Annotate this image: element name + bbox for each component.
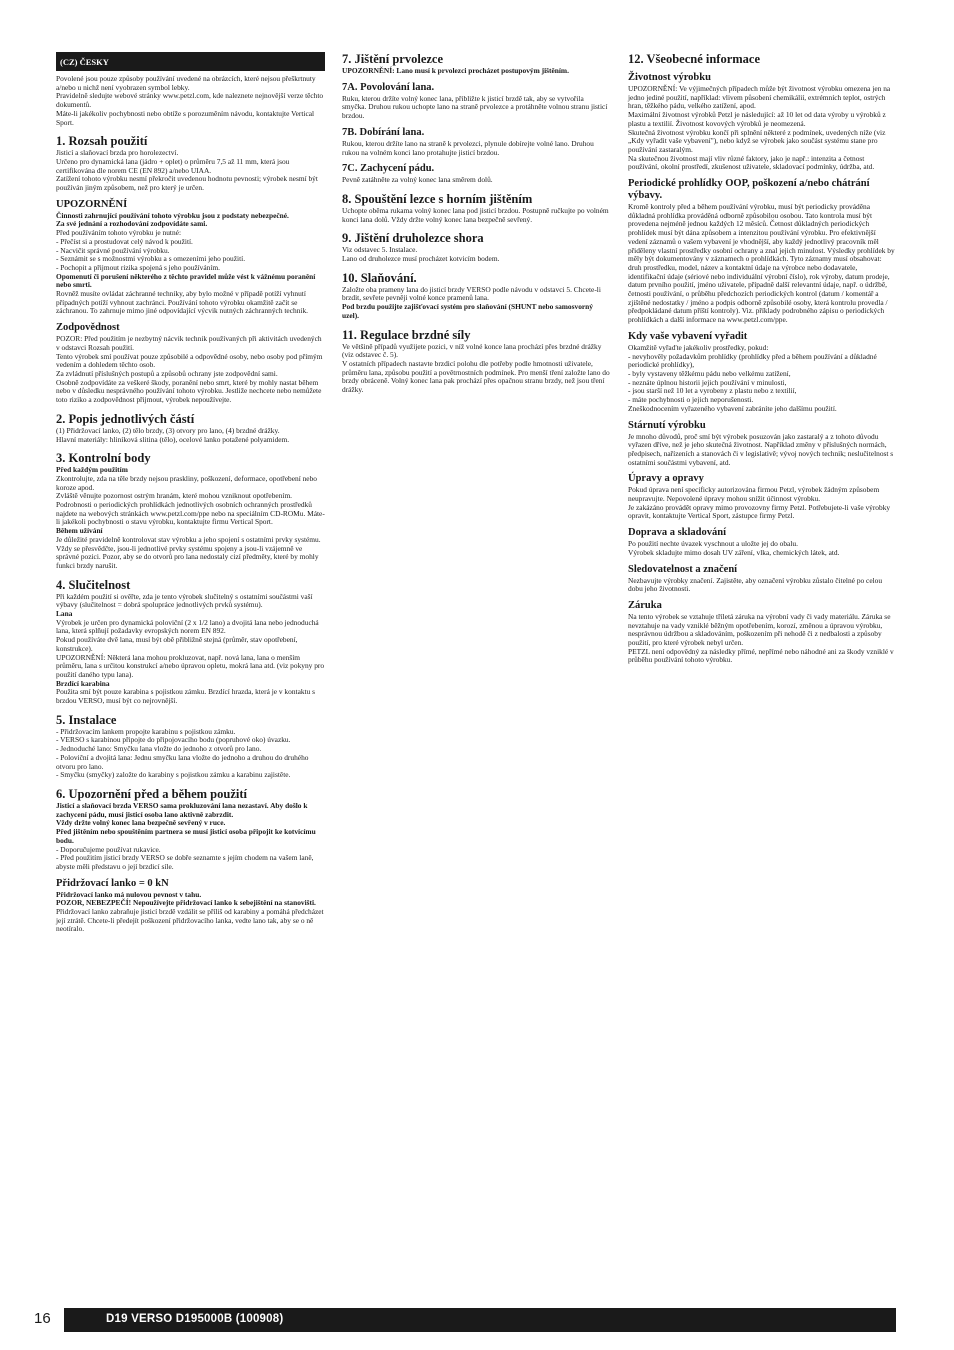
section-6-subtitle: Přidržovací lanko = 0 kN (56, 877, 169, 889)
section-7b-text: Rukou, kterou držíte lano na straně k prvolezci, plynule dobírejte volné lano. Druhou rukou na volném konci lano protahujte jisticí brzdou. (342, 138, 594, 157)
section-2-text: (1) Přidržovací lanko, (2) tělo brzdy, (3) otvory pro lano, (4) brzdné drážky. Hlavní materiály: hliníková slitina (tělo), ocelové lanko potažené polyamidem. (56, 425, 290, 444)
document-reference: D19 VERSO D195000B (100908) (106, 1313, 284, 1325)
warranty-text: Na tento výrobek se vztahuje tříletá záruka na výrobní vady či vady materiálu. Záruka se nevztahuje na vady vzniklé běžným opotřebením, korozí, změnou a úpravou výrobku, nesprávnou údržbou a skladováním, poškozením při nehodě či z nedbalosti a způsoby použití, pro které výrobek nebyl určen. PETZL není odpovědný za následky přímé, nepřímé nebo náhodné ani za škody vzniklé v průběhu používání tohoto výrobku. (628, 611, 894, 665)
section-7c-text: Pevně zatáhněte za volný konec lana směrem dolů. (342, 175, 493, 185)
section-3-text-2: Je důležité pravidelně kontrolovat stav výrobku a jeho spojení s ostatními prvky systému. Vždy se přesvědčte, jsou-li jednotlivé prvky systému spojeny a jsou-li vzájemně ve správné pozici. Pozor, aby se do otvorů pro lana nedostaly cizí předměty, které by mohly funkci brzdy narušit. (56, 534, 321, 570)
section-6-bold-1: Jisticí a slaňovací brzda VERSO sama prokluzování lana nezastaví. Aby došlo k zachycení pádu, musí jisticí osoba lano aktivně zabrzdit. Vždy držte volný konec lana bezpečně sevřený v ruce. Před jištěním nebo spouštěním partnera se musí jisticí osoba připojit ke kotvícímu bodu. (56, 801, 316, 845)
warning-bold-2: Opomenutí či porušení některého z těchto pravidel může vést k vážnému poranění nebo smrti. (56, 271, 316, 290)
section-11-title: 11. Regulace brzdné síly (342, 327, 471, 342)
responsibility-text: POZOR: Před použitím je nezbytný nácvik technik používaných při aktivitách uvedených v odstavci Rozsah použití. Tento výrobek smí používat pouze způsobilé a odpovědné osoby, nebo osoby pod přímým vedením a dohledem těchto osob. Za zvládnutí příslušných postupů a způsobů ochrany jste zodpovědní sami. Osobně zodpovídáte za veškeré škody, poranění nebo smrt, které by mohly nastat během nebo v důsledku nesprávného používání tohoto výrobku. Jestliže nechcete nebo nemůžete toto riziko a zodpovědnost přijmout, výrobek nepoužívejte. (56, 334, 323, 405)
storage-text: Po použití nechte úvazek vyschnout a uložte jej do obalu. Výrobek skladujte mimo dosah UV záření, vlka, chemických látek, atd. (628, 539, 840, 557)
warning-text-2: Rovněž musíte ovládat záchranné techniky, aby bylo možné v případě potíží vyhnutí případných potíží vyhnout zachránci. Používání tohoto výrobku okamžitě začít se záchranou. To zahrnuje mimo jiné odpovídající výcvik nutných záchranných technik. (56, 289, 308, 316)
section-3-sub-2: Během užívání (56, 526, 103, 536)
section-7-title: 7. Jištění prvolezce (342, 52, 444, 66)
inspection-title: Periodické prohlídky OOP, poškození a/nebo chátrání výbavy. (628, 178, 870, 202)
section-1-text: Jisticí a slaňovací brzda pro horolezectví. Určeno pro dynamická lana (jádro + oplet) o průměru 7,5 až 11 mm, která jsou certifikována dle norem CE (EN 892) a/nebo UIAA. Zatížení tohoto výrobku nesmí překročit uvedenou hodnotu pevnosti; výrobek nesmí být používán jiným způsobem, než pro který je určen. (56, 148, 318, 193)
section-5-title: 5. Instalace (56, 712, 117, 727)
retire-text: Okamžitě vyřaďte jakékoliv prostředky, pokud: - nevyhověly požadavkům prohlídky (prohlídky před a během používání a důkladné periodické prohlídky), - byly vystaveny těžkému pádu nebo velkému zatížení, - neznáte úplnou historii jejich používání v minulosti, - jsou starší než 10 let a vyrobeny z plastu nebo z textilií, - máte pochybnosti o jejich neporušenosti. Zneškodnocením vyřazeného vybavení zabráníte jeho dalšímu použití. (628, 342, 877, 413)
section-2-title: 2. Popis jednotlivých částí (56, 411, 195, 426)
responsibility-title: Zodpovědnost (56, 322, 120, 334)
column-1 (56, 52, 325, 934)
intro-text: Povolené jsou pouze způsoby používání uvedené na obrázcích, které nejsou přeškrtnuty a/nebo u nichž není vyobrazen symbol lebky. Pravidelně sledujte webové stránky www.petzl.com, kde naleznete nejnovější verze těchto dokumentů. Máte-li jakékoliv pochybnosti nebo obtíže s porozuměním návodu, kontaktujte Vertical Sport. (56, 74, 324, 127)
section-8-title: 8. Spouštění lezce s horním jištěním (342, 191, 533, 206)
obsolescence-title: Stárnutí výrobku (628, 419, 706, 431)
section-4-text-2: Výrobek je určen pro dynamická poloviční (2 x 1/2 lano) a dvojitá lana nebo jednoduchá lana, která splňují požadavky evropských norem EN 892. Pokud používáte dvě lana, musí být obě přibližně stejná (průměr, stav opotřebení, konstrukce). UPOZORNĚNÍ: Některá lana mohou prokluzovat, např. nová lana, lana o menším průměru, lana s určitou konstrukcí a/nebo úpravou opletu, mokrá lana atd. (viz pokyny pro použití daného typu lana). (56, 617, 325, 679)
column-2 (342, 52, 610, 395)
section-8-text: Uchopte oběma rukama volný konec lana pod jisticí brzdou. Postupně ručkujte po volném konci lana dolů. Vždy držte volný konec lana bezpečně sevřený. (342, 205, 609, 224)
warning-text-1: Před používáním tohoto výrobku je nutné: - Přečíst si a prostudovat celý návod k použití. - Nacvičit správné používání výrobku. - Seznámit se s možnostmi výrobku a s omezeními jeho použití. - Pochopit a přijmout rizika spojená s jeho používáním. (56, 228, 246, 272)
section-9-title: 9. Jištění druholezce shora (342, 231, 484, 246)
page-footer (34, 1308, 896, 1332)
section-7a-text: Ruku, kterou držíte volný konec lana, přibližte k jisticí brzdě tak, aby se vytvořila smyčka. Druhou rukou uchopte lano na straně prvolezce a protáhněte volnou stranu jisticí brzdou. (342, 93, 608, 121)
warranty-title: Záruka (628, 599, 662, 611)
marking-text: Nezbavujte výrobky značení. Zajistěte, aby označení výrobku zůstalo čitelné po celou dobu jeho životnosti. (628, 575, 883, 594)
section-4-title: 4. Slučitelnost (56, 577, 131, 592)
obsolescence-text: Je mnoho důvodů, proč smí být výrobek posuzován jako zastaralý a z tohoto důvodu vyřazen dříve, než je jeho skutečná životnost. Například změny v příslušných normách, předpisech, nařízeních a stanovách či v legislativě; vývoj nových technik; neslučitelnost s ostatními součástmi vybavení, atd. (628, 431, 894, 467)
section-6-title: 6. Upozornění před a během použití (56, 787, 247, 801)
section-9-text: Viz odstavec 5. Instalace. Lano od druholezce musí procházet kotvicím bodem. (342, 245, 500, 264)
language-header: (CZ) ČESKY (56, 52, 325, 71)
section-6-text-1: - Doporučujeme používat rukavice. - Před použitím jisticí brzdy VERSO se dobře seznamte s jejím chodem na vašem laně, abyste měli představu o její brzdicí síle. (56, 844, 314, 871)
section-4-sub-1: Lana (56, 609, 73, 619)
section-3-sub-1: Před každým použitím (56, 465, 128, 475)
lifetime-title: Životnost výrobku (628, 72, 711, 83)
section-10-bold: Pod brzdu použijte zajišťovací systém pro slaňování (SHUNT nebo samosvorný uzel). (342, 302, 593, 320)
section-3-title: 3. Kontrolní body (56, 451, 151, 466)
section-7a-title: 7A. Povolování lana. (342, 81, 435, 93)
column-3 (628, 52, 896, 665)
storage-title: Doprava a skladování (628, 527, 727, 539)
section-7-bold: UPOZORNĚNÍ: Lano musí k prvolezci procházet postupovým jištěním. (342, 66, 569, 75)
warning-title: UPOZORNĚNÍ (56, 198, 128, 210)
section-3-text-1: Zkontrolujte, zda na těle brzdy nejsou praskliny, poškození, deformace, opotřebení nebo koroze apod. Zvláště věnujte pozornost ostrým hranám, které mohou vzniknout opotřebením. Podrobnosti o periodických prohlídkách jednotlivých osobních ochranných prostředků najdete na webových stránkách www.petzl.com/ppe nebo na speciálním CD-ROMu. Máte-li jakékoli pochybnosti o stavu výrobku, kontaktujte firmu Vertical Sport. (56, 473, 325, 527)
section-12-title: 12. Všeobecné informace (628, 52, 761, 66)
warning-bold-1: Činnosti zahrnující používání tohoto výrobku jsou z podstaty nebezpečné. Za své jednání a rozhodování zodpovídáte sami. (56, 210, 289, 229)
retire-title: Kdy vaše vybavení vyřadit (628, 330, 748, 342)
inspection-text: Kromě kontroly před a během používání výrobku, musí být periodicky prováděna důkladná prohlídka prováděná odborně způsobilou osobou. Tato kontrola musí být provedena nejméně jednou každých 12 měsíců. Četnost důkladných periodických prohlídek musí být dána způsobem a intenzitou používání výrobku. Pro efektivnější vedení záznamů o vašem vybavení je vhodnější, aby každý jednotlivý pracovník měl přiděleny vlastní prostředky osobní ochrany a znal jejich minulost. Výsledky prohlídek by měly být dokumentovány v záznamech o prohlídkách. Tyto záznamy musí obsahovat: druh prostředku, model, název a kontaktní údaje na výrobce nebo dodavatele, identifikační údaje (sériové nebo individuální výrobní číslo), rok výroby, datum prodeje, datum prvního použití, jméno uživatele, případně další relevantní údaje, např. o údržbě, četnosti používání, o průběhu předchozích periodických kontrol (datum / komentář a zjištěné nedostatky / jméno a podpis odborně způsobilé osoby, která kontrolu provedla / předpokládané datum příští kontroly). Viz. příklady podrobného zápisu o periodických prohlídkách a další informace na www.petzl.com/ppe. (628, 202, 895, 325)
section-4-sub-2: Brzdící karabina (56, 678, 110, 688)
section-7b-title: 7B. Dobírání lana. (342, 126, 425, 138)
page-number: 16 (34, 1310, 51, 1327)
modifications-text: Pokud úprava není specificky autorizována firmou Petzl, výrobek žádným způsobem neupravujte. Nepovolené úpravy mohou snížit účinnost výrobku. Je zakázáno provádět opravy mimo provozovny firmy Petzl. Potřebujete-li vaše výrobky opravit, kontaktujte Vertical Sport, zástupce firmy Petzl. (628, 485, 891, 521)
footer-bar (64, 1308, 896, 1332)
section-6-bold-2: Přidržovací lanko má nulovou pevnost v tahu. POZOR, NEBEZPEČÍ! Nepoužívejte přidržovací lanko k sebejištění na stanovišti. (56, 889, 316, 908)
marking-title: Sledovatelnost a značení (628, 563, 738, 575)
section-5-text: - Přidržovacím lankem propojte karabinu s pojistkou zámku. - VERSO s karabinou připojte do připojovacího bodu (popruhové oko) úvazku. - Jednoduché lano: Smyčku lana vložte do jednoho z otvorů pro lano. - Poloviční a dvojitá lana: Jednu smyčku lana vložte do jednoho a druhou do druhého otvoru pro lano. - Smyčku (smyčky) založte do karabiny s pojistkou zámku a karabinu zajistěte. (56, 726, 309, 780)
section-7c-title: 7C. Zachycení pádu. (342, 163, 435, 175)
modifications-title: Úpravy a opravy (628, 473, 704, 485)
section-11-text: Ve většině případů využijete pozici, v níž volné konce lana prochází přes brzdné drážky (viz odstavec č. 5). V ostatních případech nastavte brzdicí polohu dle potřeby podle hmotnosti uživatele, průměru lana, způsobu použití a povětrnostních podmínek. Pro menší tření založte lano do brzdy obráceně. Volný konec lana pak prochází přes opačnou stranu brzdy, než jsou tření drážky. (342, 341, 610, 395)
section-1-title: 1. Rozsah použití (56, 134, 148, 149)
section-6-text-2: Přidržovací lanko zabraňuje jisticí brzdě vzdálit se příliš od karabiny a pomáhá předcházet její ztrátě. Chcete-li předejít poškození přidržovacího lanka, vedte lano tak, aby se o ně neotíralo. (56, 907, 324, 934)
section-4-text-1: Při každém použití si ověřte, zda je tento výrobek slučitelný s ostatními součástmi vaší výbavy (slučitelnost = dobrá spolupráce jednotlivých prvků systému). (56, 591, 313, 610)
section-10-title: 10. Slaňování. (342, 270, 417, 285)
lifetime-text: UPOZORNĚNÍ: Ve výjimečných případech může být životnost výrobku omezena jen na jedno jediné použití, například: vlivem působení chemikálií, extrémních teplot, ostrých hran, těžkého pádu, velkého zatížení, apod. Maximální životnost výrobků Petzl je následující: až 10 let od data výroby u výrobků z plastu a textilií. Životnost kovových výrobků je neomezená. Skutečná životnost výrobku končí při splnění některé z podmínek, uvedených níže (viz „Kdy vyřadit vaše vybavení"), nebo když se výrobek jako součást systému stane pro používání zastaralým. Na skutečnou životnost mají vliv různé faktory, jako je např.: intenzita a četnost používání, okolní prostředí, zkušenost uživatele, skladovací podmínky, údržba, atd. (628, 84, 891, 172)
section-4-text-3: Použita smí být pouze karabina s pojistkou zámku. Brzdící hrazda, která je v kontaktu s brzdou VERSO, musí být co nejrovnější. (56, 687, 316, 706)
section-10-text: Založte oba prameny lana do jisticí brzdy VERSO podle návodu v odstavci 5. Chcete-li brzdit, sevřete pevněji volné konce pramenů lana. (342, 284, 601, 303)
